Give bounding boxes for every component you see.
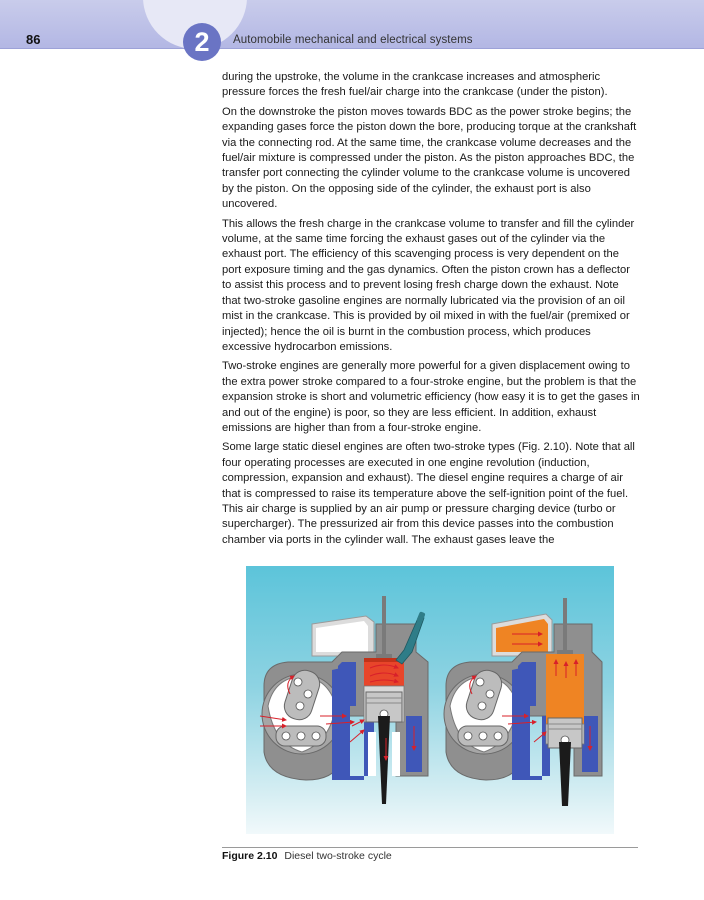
right-engine-diagram xyxy=(444,598,602,806)
running-title: Automobile mechanical and electrical systems xyxy=(233,34,473,46)
page-number: 86 xyxy=(26,32,41,47)
paragraph: Some large static diesel engines are often two-stroke types (Fig. 2.10). Note that all four operating processes are executed in one engine revolution (induction, compression, expansion and exhaust). The diesel engine requires a charge of air that is compressed to raise its temperature above the self-ignition point of the fuel. This air charge is supplied by an air pump or pressure charging device (turbo or supercharger). The pressurized air from this device passes into the combustion chamber via ports in the cylinder wall. The exhaust gases leave the xyxy=(222,441,635,546)
left-engine-diagram xyxy=(260,596,428,804)
header-divider xyxy=(0,48,704,49)
figure-diesel-two-stroke-illustration xyxy=(246,566,614,834)
figure-label: Figure 2.10 xyxy=(222,850,278,862)
paragraph: This allows the fresh charge in the crankcase volume to transfer and fill the cylinder volume, at the same time forcing the exhaust gases out of the cylinder via the exhaust port. The efficiency of this scavenging process is very dependent on the port exposure timing and the gas dynamics. Often the piston crown has a deflector to assist this process and to prevent losing fresh charge down the exhaust. Note that two-stroke gasoline engines are normally lubricated via the provision of an oil mist in the crankcase. This is provided by oil mixed in with the fuel/air (premixed or injected); hence the oil is burnt in the combustion process, which produces excessive hydrocarbon emissions. xyxy=(222,217,635,353)
paragraph: Two-stroke engines are generally more powerful for a given displacement owing to the extra power stroke compared to a four-stroke engine, but the problem is that the expansion stroke is short and volumetric efficiency (how easy it is to get the gases in and out of the engine) is poor, so they are less efficient. In addition, exhaust emissions are higher than from a four-stroke engine. xyxy=(222,360,640,434)
caption-divider xyxy=(222,847,638,848)
paragraph: during the upstroke, the volume in the crankcase increases and atmospheric pressure forces the fresh fuel/air charge into the crankcase (under the piston). xyxy=(222,71,608,99)
paragraph: On the downstroke the piston moves towards BDC as the power stroke begins; the expanding gases force the piston down the bore, producing torque at the crankshaft via the connecting rod. At the same time, the crankcase volume decreases and the fuel/air mixture is compressed under the piston. As the piston approaches BDC, the transfer port connecting the cylinder volume to the crankcase volume is uncovered by the piston. On the opposing side of the cylinder, the exhaust port is also uncovered. xyxy=(222,105,637,211)
figure-caption xyxy=(222,850,392,862)
chapter-number-badge: 2 xyxy=(183,23,221,61)
figure-caption-text: Diesel two-stroke cycle xyxy=(284,850,392,862)
body-text xyxy=(222,70,640,552)
